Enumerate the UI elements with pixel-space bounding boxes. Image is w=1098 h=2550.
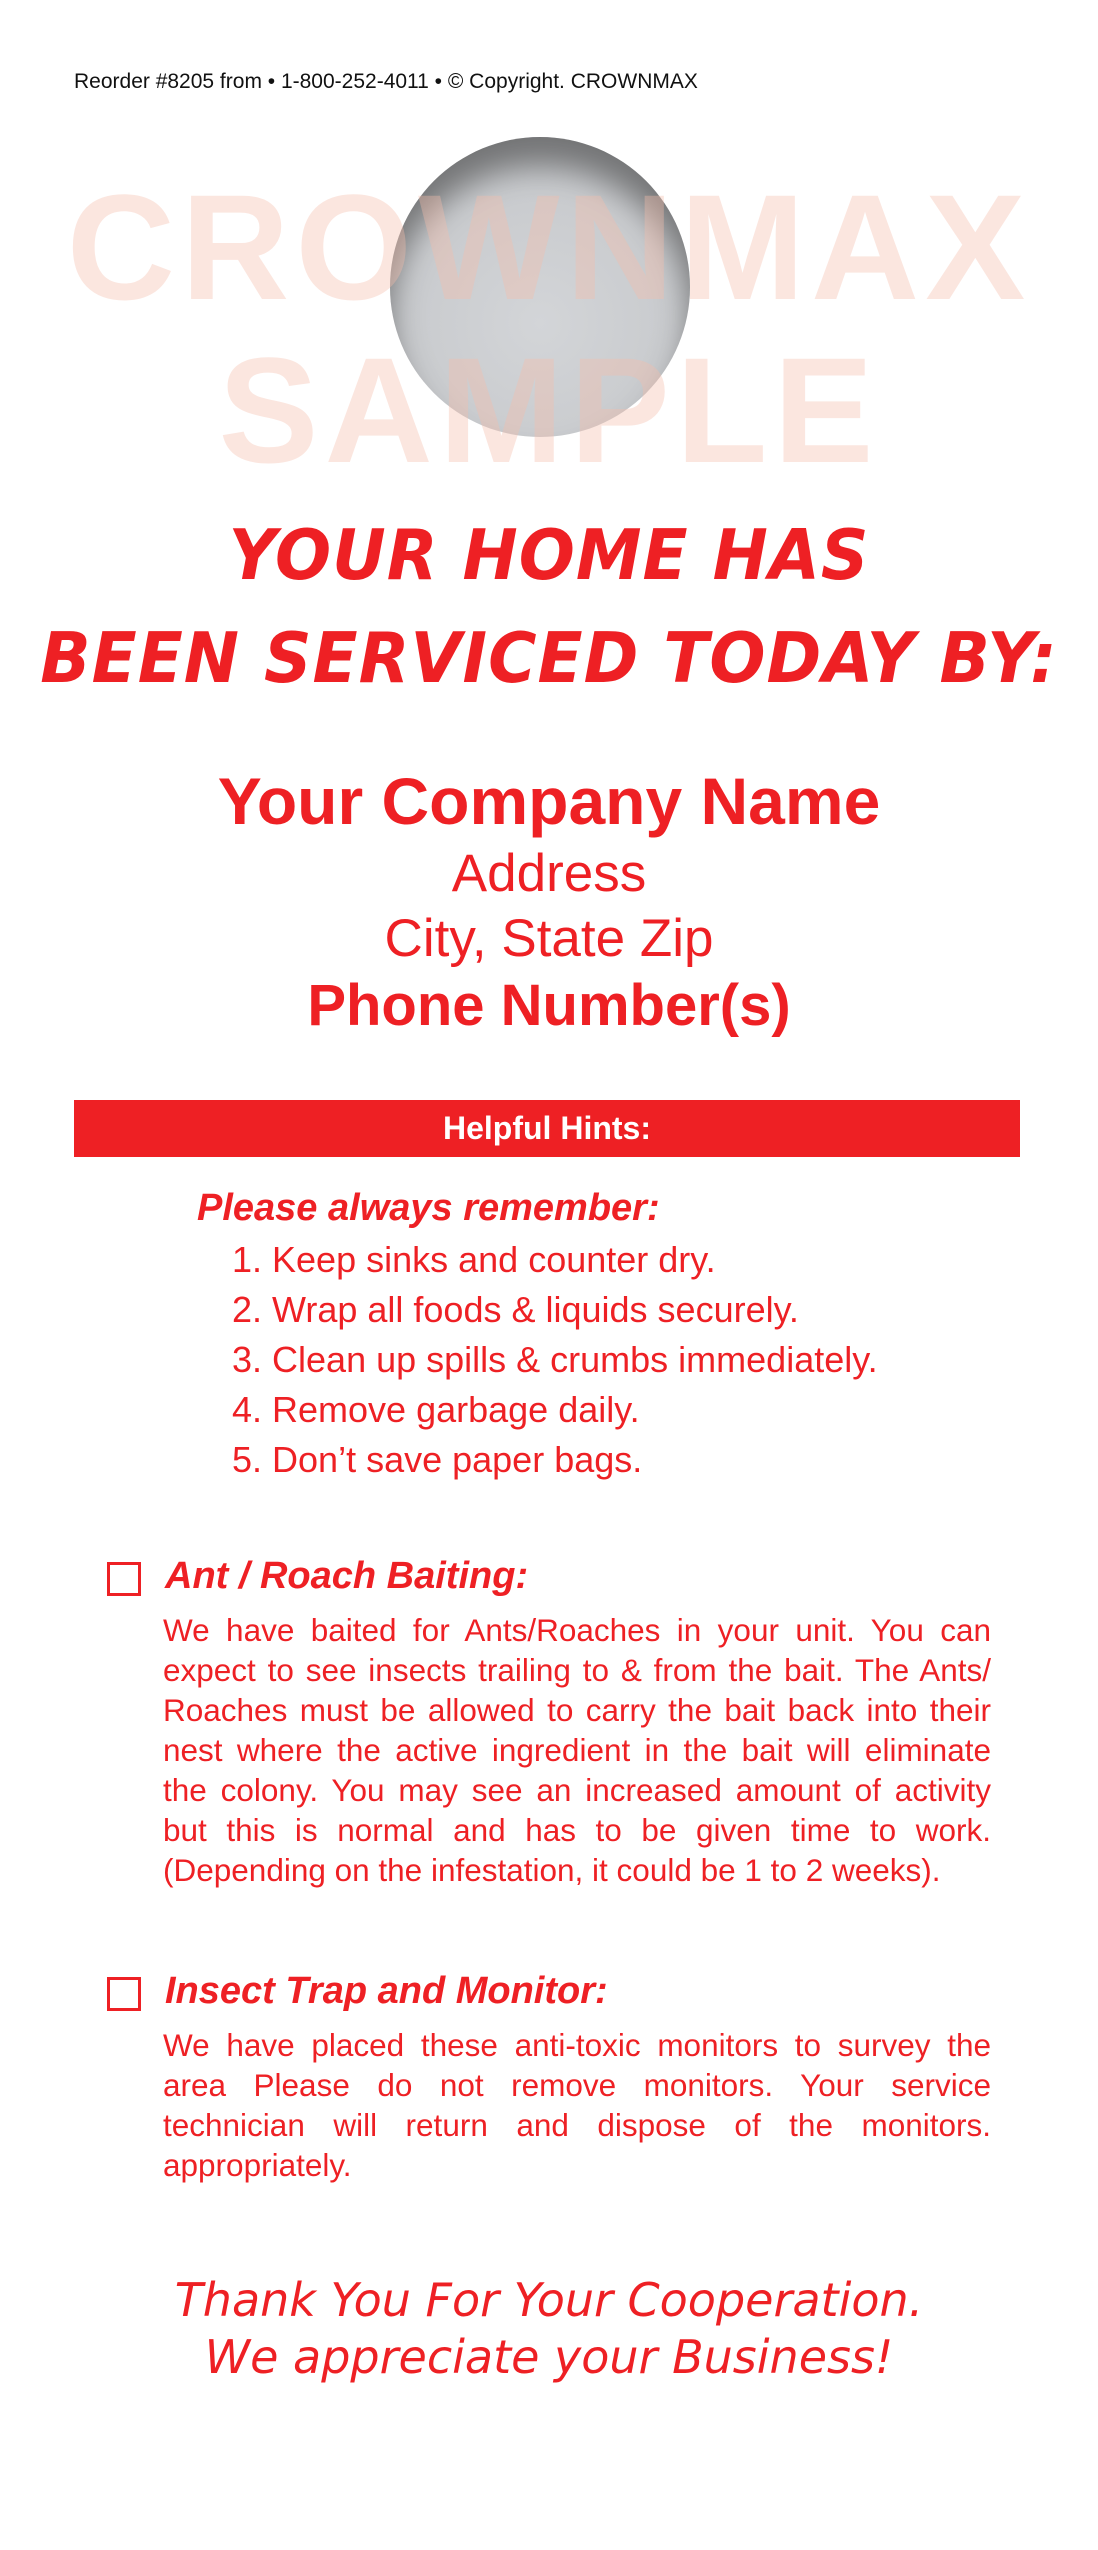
company-address: Address [451, 844, 647, 903]
hints-subtitle: Please always remember: [197, 1187, 660, 1229]
list-item: 4. Remove garbage daily. [232, 1389, 640, 1430]
headline-line-1: YOUR HOME HAS [228, 515, 870, 596]
thank-you-line: Thank You For Your Cooperation. [174, 2273, 924, 2327]
reorder-info: Reorder #8205 from • 1-800-252-4011 • © Copyright. CROWNMAX [74, 70, 698, 93]
insect-trap-checkbox[interactable] [107, 1977, 141, 2011]
company-phone: Phone Number(s) [307, 973, 791, 1038]
list-item: 2. Wrap all foods & liquids securely. [232, 1289, 799, 1330]
company-name: Your Company Name [217, 764, 881, 838]
ant-roach-title: Ant / Roach Baiting: [165, 1555, 529, 1597]
company-city-state-zip: City, State Zip [384, 909, 714, 968]
list-item: 1. Keep sinks and counter dry. [232, 1239, 716, 1280]
insect-trap-text: We have placed these anti-toxic monitors to survey the area Please do not remove monitors. Your service technician will return and dispose of the monitors. appropriately. [163, 2027, 991, 2183]
appreciate-line: We appreciate your Business! [204, 2330, 894, 2384]
headline-line-2: BEEN SERVICED TODAY BY: [40, 618, 1058, 699]
list-item: 5. Don’t save paper bags. [232, 1439, 643, 1480]
watermark-line-1: CROWNMAX [66, 163, 1032, 331]
insect-trap-title: Insect Trap and Monitor: [165, 1970, 608, 2012]
watermark-line-2: SAMPLE [218, 326, 880, 494]
hints-list [232, 1235, 878, 1485]
list-item: 3. Clean up spills & crumbs immediately. [232, 1339, 878, 1380]
ant-roach-checkbox[interactable] [107, 1562, 141, 1596]
ant-roach-text: We have baited for Ants/Roaches in your unit. You can expect to see insects trailing to & from the bait. The Ants/ Roaches must be allowed to carry the bait back into their nest where the active ingredient in the bait will eliminate the colony. You may see an increased amount of activity but this is normal and has to be given time to work. (Depending on the infestation, it could be 1 to 2 weeks). [163, 1612, 991, 1888]
helpful-hints-banner: Helpful Hints: [74, 1100, 1020, 1157]
